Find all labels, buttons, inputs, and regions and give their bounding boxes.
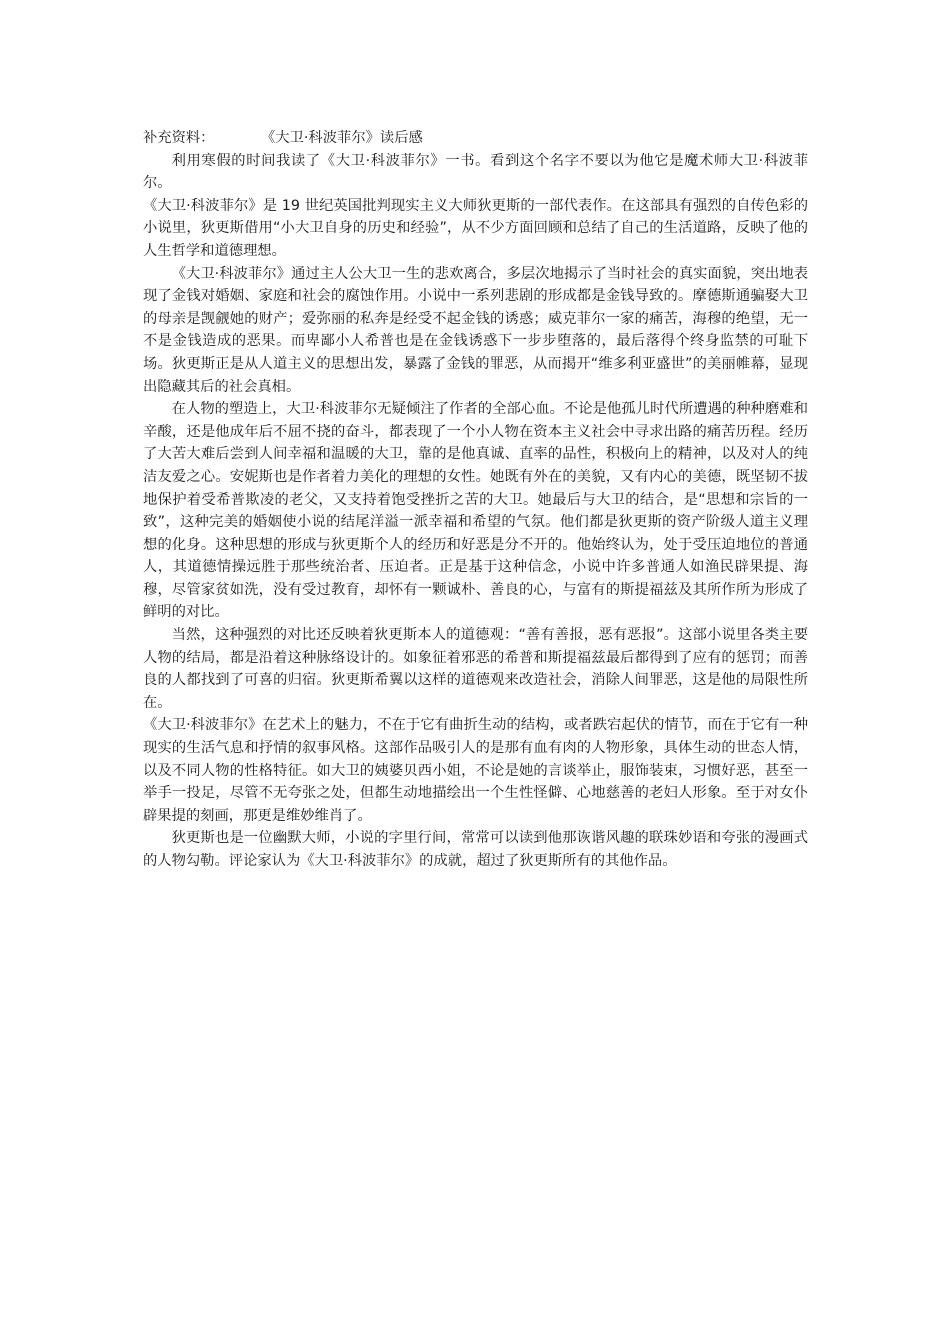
supplement-label: 补充资料： (143, 130, 215, 146)
paragraph-artistry: 《大卫·科波菲尔》在艺术上的魅力，不在于它有曲折生动的结构，或者跌宕起伏的情节，而在于它有一种现实的生活气息和抒情的叙事风格。这部作品吸引人的是那有血有肉的人物形象，具体生动的世态人情，以及不同人物的性格特征。如大卫的姨婆贝西小姐，不论是她的言谈举止，服饰装束，习惯好恶，甚至一举手一投足，尽管不无夸张之处，但都生动地描绘出一个生性怪僻、心地慈善的老妇人形象。至于对女仆辟果提的刻画，那更是维妙维肖了。 (143, 717, 808, 824)
document-body (143, 127, 808, 873)
document-header (143, 127, 808, 150)
paragraph-characters: 在人物的塑造上，大卫·科波菲尔无疑倾注了作者的全部心血。不论是他孤儿时代所遭遇的种种磨难和辛酸，还是他成年后不屈不挠的奋斗，都表现了一个小人物在资本主义社会中寻求出路的痛苦历程。经历了大苦大难后尝到人间幸福和温暖的大卫，靠的是他真诚、直率的品性，积极向上的精神，以及对人的纯洁友爱之心。安妮斯也是作者着力美化的理想的女性。她既有外在的美貌，又有内心的美德，既坚韧不拔地保护着受希普欺凌的老父，又支持着饱受挫折之苦的大卫。她最后与大卫的结合，是“思想和宗旨的一致”，这种完美的婚姻使小说的结尾洋溢一派幸福和希望的气氛。他们都是狄更斯的资产阶级人道主义理想的化身。这种思想的形成与狄更斯个人的经历和好恶是分不开的。他始终认为，处于受压迫地位的普通人，其道德情操远胜于那些统治者、压迫者。正是基于这种信念，小说中许多普通人如渔民辟果提、海穆，尽管家贫如洗，没有受过教育，却怀有一颗诚朴、善良的心，与富有的斯提福兹及其所作所为形成了鲜明的对比。 (143, 401, 808, 621)
paragraph-overview: 《大卫·科波菲尔》是 19 世纪英国批判现实主义大师狄更斯的一部代表作。在这部具有强烈的自传色彩的小说里，狄更斯借用“小大卫自身的历史和经验”，从不少方面回顾和总结了自己的生活道路，反映了他的人生哲学和道德理想。 (143, 197, 808, 259)
paragraph-humor: 狄更斯也是一位幽默大师，小说的字里行间，常常可以读到他那诙谐风趣的联珠妙语和夸张的漫画式的人物勾勒。评论家认为《大卫·科波菲尔》的成就，超过了狄更斯所有的其他作品。 (143, 830, 808, 869)
paragraph-morality: 当然，这种强烈的对比还反映着狄更斯本人的道德观：“善有善报，恶有恶报”。这部小说里各类主要人物的结局，都是沿着这种脉络设计的。如象征着邪恶的希普和斯提福兹最后都得到了应有的惩罚；而善良的人都找到了可喜的归宿。狄更斯希翼以这样的道德观来改造社会，消除人间罪恶，这是他的局限性所在。 (143, 627, 808, 711)
paragraph-intro: 利用寒假的时间我读了《大卫·科波菲尔》一书。看到这个名字不要以为他它是魔术师大卫·科波菲尔。 (143, 152, 808, 192)
document-title: 《大卫·科波菲尔》读后感 (261, 130, 423, 146)
paragraph-money-theme: 《大卫·科波菲尔》通过主人公大卫一生的悲欢离合，多层次地揭示了当时社会的真实面貌，突出地表现了金钱对婚姻、家庭和社会的腐蚀作用。小说中一系列悲剧的形成都是金钱导致的。摩德斯通骗娶大卫的母亲是觊觎她的财产；爱弥丽的私奔是经受不起金钱的诱惑；威克菲尔一家的痛苦，海穆的绝望，无一不是金钱造成的恶果。而卑鄙小人希普也是在金钱诱惑下一步步堕落的，最后落得个终身监禁的可耻下场。狄更斯正是从人道主义的思想出发，暴露了金钱的罪恶，从而揭开“维多利亚盛世”的美丽帷幕，显现出隐藏其后的社会真相。 (143, 265, 808, 395)
